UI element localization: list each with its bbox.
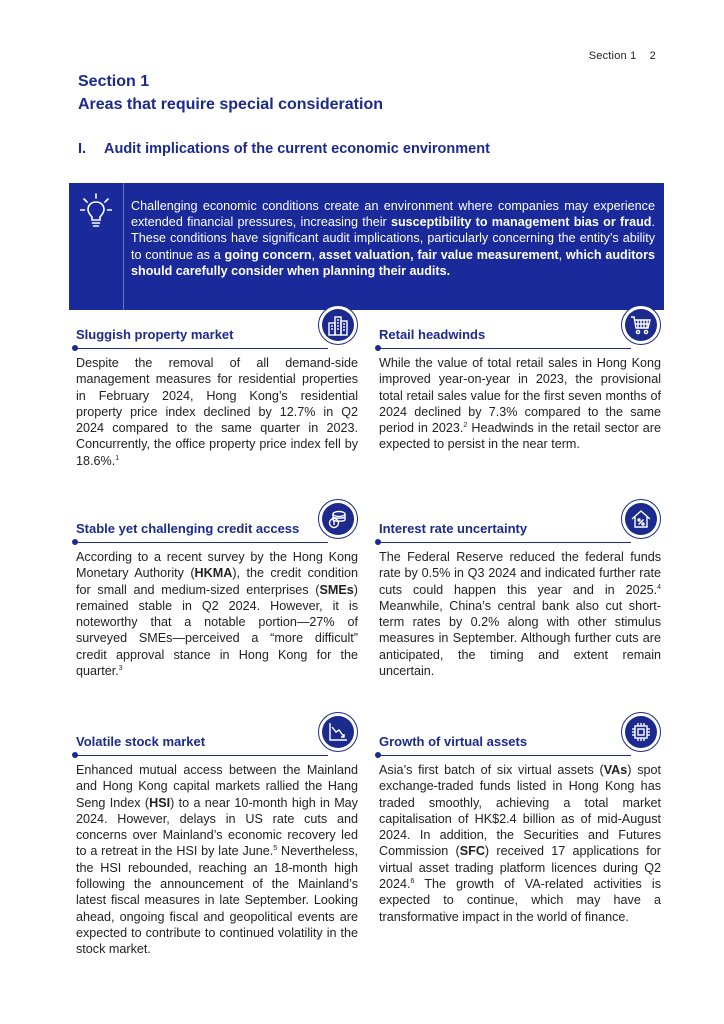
section-label: Section 1 xyxy=(78,73,150,90)
subsection-title: Audit implications of the current economic environment xyxy=(104,141,490,157)
card-body: Despite the removal of all demand-side management measures for residential properties in February 2024, Hong Kong’s residential property price index declined by 12.7% in Q2 2024 compared to the same quarter in 2023. Concurrently, the office property price index fell by 18.6%.$^1$ xyxy=(76,356,358,468)
card-body: Enhanced mutual access between the Mainland and Hong Kong capital markets rallied the Hang Seng Index (HSI) to a near 10-month high in May 2024. However, delays in US rate cuts and concerns over Mainland’s economic recovery led to a retreat in the HSI by late June.$^5$ Nevertheless, the HSI rebounded, reaching an 18-month high following the announcement of the Mainland’s latest fiscal measures in late September. Looking ahead, ongoing fiscal and geopolitical events are expected to contribute to continued volatility in the stock market. xyxy=(76,763,358,957)
subsection-number: I. xyxy=(78,141,87,157)
card-virtual-assets xyxy=(379,712,661,925)
title-rule xyxy=(377,348,631,350)
house-percent-icon xyxy=(630,508,652,530)
card-body: The Federal Reserve reduced the federal funds rate by 0.5% in Q3 2024 and indicated further rate cuts could happen this year and in 2025.$^4$ Meanwhile, China’s central bank also cut short-term rates by 0.2% along with other stimulus measures in September. Although further cuts are anticipated, the timing and extent remain uncertain. xyxy=(379,550,661,679)
card-credit-access xyxy=(76,499,358,679)
subsection-heading xyxy=(78,141,490,157)
title-rule xyxy=(377,542,631,544)
card-title: Sluggish property market xyxy=(76,327,234,342)
callout-box xyxy=(69,183,664,310)
card-stock-market xyxy=(76,712,358,958)
card-interest-rate xyxy=(379,499,661,679)
callout-icon-column xyxy=(69,183,124,310)
card-body: While the value of total retail sales in Hong Kong improved year-on-year in 2023, the provisional total retail sales value for the first seven months of 2024 declined by 7.3% compared to the same period in 2023.$^2$ Headwinds in the retail sector are expected to persist in the near term. xyxy=(379,356,661,452)
lightbulb-icon xyxy=(80,193,112,229)
footnote-ref: 4 xyxy=(657,583,661,591)
buildings-icon xyxy=(327,314,349,336)
page-number: 2 xyxy=(649,50,656,62)
footnote-ref: 6 xyxy=(410,877,415,885)
card-retail-headwinds xyxy=(379,305,661,453)
card-property-market xyxy=(76,305,358,469)
callout-text: Challenging economic conditions create an environment where companies may experience extended financial pressures, increasing their susceptibility to management bias or fraud. These conditions have significant audit implications, particularly concerning the entity’s ability to continue as a going concern, asset valuation, fair value measurement, which auditors should carefully consider when planning their audits. xyxy=(131,199,656,278)
footnote-ref: 3 xyxy=(118,664,123,672)
card-title: Interest rate uncertainty xyxy=(379,521,528,536)
title-rule xyxy=(377,755,631,757)
card-body: Asia’s first batch of six virtual assets (VAs) spot exchange-traded funds listed in Hong Kong has traded smoothly, achieving a total market capitalisation of HK$2.4 billion as of mid-August 2024. In addition, the Securities and Futures Commission (SFC) received 17 applications for virtual asset trading platform licences during Q2 2024.$^6$ The growth of VA-related activities is expected to continue, which may have a transformative impact in the world of finance. xyxy=(379,763,661,924)
title-rule xyxy=(74,348,328,350)
coins-icon xyxy=(327,508,349,530)
page-header xyxy=(589,50,656,62)
shopping-cart-icon xyxy=(630,314,652,336)
section-title: Areas that require special consideration xyxy=(78,96,383,113)
footnote-ref: 5 xyxy=(273,845,278,853)
card-title: Retail headwinds xyxy=(379,327,486,342)
card-title: Stable yet challenging credit access xyxy=(76,521,300,536)
title-rule xyxy=(74,755,328,757)
footnote-ref: 2 xyxy=(463,422,468,429)
card-title: Growth of virtual assets xyxy=(379,734,528,749)
title-rule xyxy=(74,542,328,544)
header-section: Section 1 xyxy=(588,50,637,62)
chip-icon xyxy=(630,721,652,743)
footnote-ref: 1 xyxy=(115,454,120,462)
card-body: According to a recent survey by the Hong Kong Monetary Authority (HKMA), the credit condition for small and medium-sized enterprises (SMEs) remained stable in Q2 2024. However, it is noteworthy that a notable portion—27% of surveyed SMEs—perceived a “more difficult” credit approval stance in Hong Kong for the quarter.$^3$ xyxy=(76,550,358,679)
declining-chart-icon xyxy=(327,721,349,743)
card-title: Volatile stock market xyxy=(76,734,206,749)
